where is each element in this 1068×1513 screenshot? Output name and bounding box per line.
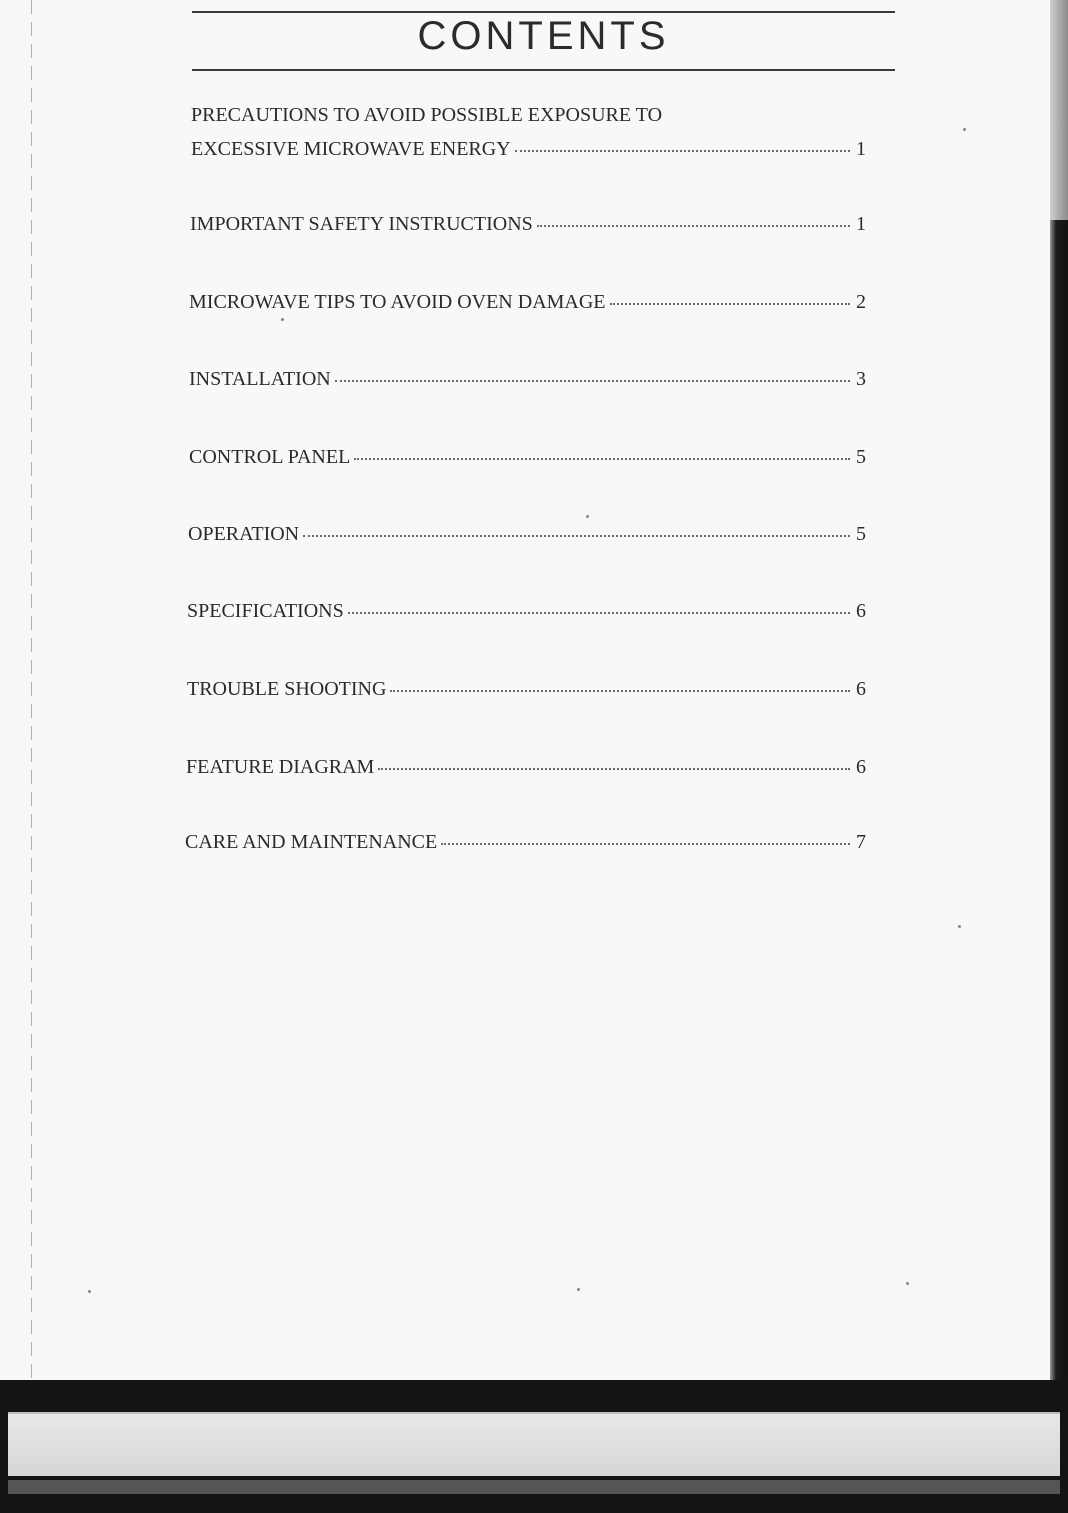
toc-entry-label: OPERATION (188, 523, 300, 545)
scan-speck (958, 925, 961, 928)
toc-page-number: 5 (856, 523, 866, 545)
toc-entry (190, 212, 866, 236)
toc-entry (187, 677, 866, 701)
toc-entry (187, 599, 866, 623)
toc-page-number: 6 (856, 678, 866, 700)
toc-entry-label: EXCESSIVE MICROWAVE ENERGY (191, 138, 511, 160)
toc-entry (189, 367, 866, 391)
scan-speck (906, 1282, 909, 1285)
toc-leader-dots (390, 690, 850, 692)
toc-entry-label: FEATURE DIAGRAM (186, 756, 375, 778)
title-rule-top (192, 11, 895, 13)
toc-page-number: 3 (856, 368, 866, 390)
toc-page-number: 1 (856, 138, 866, 160)
toc-leader-dots (515, 150, 850, 152)
toc-page-number: 1 (856, 213, 866, 235)
toc-entry-label: TROUBLE SHOOTING (187, 678, 387, 700)
toc-entry (189, 445, 866, 469)
toc-leader-dots (354, 458, 850, 460)
toc-entry-label: IMPORTANT SAFETY INSTRUCTIONS (190, 213, 533, 235)
toc-entry (185, 830, 866, 854)
toc-entry-label: MICROWAVE TIPS TO AVOID OVEN DAMAGE (189, 291, 606, 313)
toc-page-number: 7 (856, 831, 866, 853)
toc-page-number: 6 (856, 756, 866, 778)
toc-entry-label: INSTALLATION (189, 368, 331, 390)
toc-leader-dots (348, 612, 850, 614)
scan-bottom-strip-lower (8, 1480, 1060, 1494)
toc-entry-label: CONTROL PANEL (189, 446, 351, 468)
title-rule-bottom (192, 69, 895, 71)
page-title: CONTENTS (417, 14, 670, 58)
toc-entry-line1: PRECAUTIONS TO AVOID POSSIBLE EXPOSURE TO (191, 104, 663, 126)
toc-leader-dots (441, 843, 850, 845)
toc-leader-dots (610, 303, 850, 305)
toc-entry-label: SPECIFICATIONS (187, 600, 344, 622)
scan-speck (577, 1288, 580, 1291)
toc-leader-dots (335, 380, 850, 382)
toc-page-number: 5 (856, 446, 866, 468)
scan-speck (281, 318, 284, 321)
toc-leader-dots (537, 225, 850, 227)
binding-edge-line (31, 0, 32, 1380)
toc-entry (188, 522, 866, 546)
scan-speck (586, 515, 589, 518)
toc-leader-dots (303, 535, 850, 537)
toc-entry (186, 755, 866, 779)
scan-speck (88, 1290, 91, 1293)
toc-leader-dots (378, 768, 850, 770)
toc-entry (191, 137, 866, 161)
scan-speck (963, 128, 966, 131)
scan-right-edge (1050, 0, 1068, 1380)
toc-page-number: 6 (856, 600, 866, 622)
toc-page-number: 2 (856, 291, 866, 313)
scan-bottom-strip (8, 1412, 1060, 1476)
toc-entry (189, 290, 866, 314)
toc-entry-label: CARE AND MAINTENANCE (185, 831, 438, 853)
scan-bottom-border (0, 1380, 1068, 1513)
